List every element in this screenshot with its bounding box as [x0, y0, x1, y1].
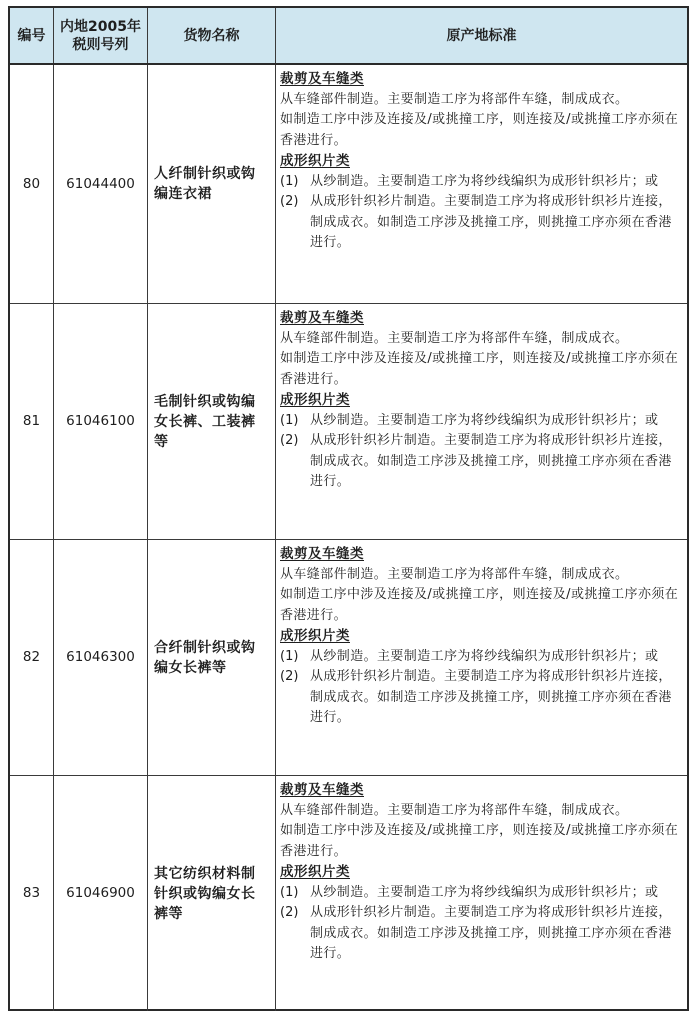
list-item — [280, 411, 683, 432]
row-goods-name: 毛制针织或钩编女长裤、工装裤等 — [148, 304, 276, 539]
item-text: 从纱制造。主要制造工序为将纱线编织为成形针织衫片；或 — [310, 412, 659, 428]
table-row — [10, 304, 687, 540]
item-text: 从成形针织衫片制造。主要制造工序为将成形针织衫片连接，制成成衣。如制造工序涉及挑撞工序，则挑撞工序亦须在香港进行。 — [310, 433, 672, 489]
row-origin-standard — [276, 776, 687, 1011]
item-number: (2) — [280, 194, 299, 209]
section-title-cut-sew: 裁剪及车缝类 — [280, 782, 364, 798]
row-goods-name: 人纤制针织或钩编连衣裙 — [148, 65, 276, 303]
row-tariff-code: 61046300 — [54, 540, 148, 775]
item-number: (1) — [280, 412, 299, 428]
row-origin-standard — [276, 304, 687, 539]
section-title-formed-knit: 成形织片类 — [280, 392, 350, 408]
item-number: (1) — [280, 173, 299, 189]
section-title-cut-sew: 裁剪及车缝类 — [280, 546, 364, 562]
item-number: (1) — [280, 884, 299, 900]
header-goods-name: 货物名称 — [148, 8, 276, 63]
row-tariff-code: 61046900 — [54, 776, 148, 1011]
row-goods-name: 其它纺织材料制针织或钩编女长裤等 — [148, 776, 276, 1011]
row-no: 81 — [10, 304, 54, 539]
item-number: (2) — [280, 433, 299, 448]
section-paragraph: 从车缝部件制造。主要制造工序为将部件车缝，制成成衣。 — [280, 566, 629, 582]
table-header — [10, 8, 687, 65]
item-text: 从纱制造。主要制造工序为将纱线编织为成形针织衫片；或 — [310, 648, 659, 664]
row-origin-standard — [276, 65, 687, 303]
item-text: 从成形针织衫片制造。主要制造工序为将成形针织衫片连接，制成成衣。如制造工序涉及挑撞工序，则挑撞工序亦须在香港进行。 — [310, 669, 672, 725]
item-number: (1) — [280, 648, 299, 664]
row-origin-standard — [276, 540, 687, 775]
header-origin-standard: 原产地标准 — [446, 27, 517, 44]
table-row — [10, 65, 687, 304]
table-row — [10, 540, 687, 776]
section-paragraph: 从车缝部件制造。主要制造工序为将部件车缝，制成成衣。 — [280, 330, 629, 346]
row-no: 82 — [10, 540, 54, 775]
item-text: 从纱制造。主要制造工序为将纱线编织为成形针织衫片；或 — [310, 884, 659, 900]
section-title-formed-knit: 成形织片类 — [280, 864, 350, 880]
list-item — [280, 883, 683, 904]
section-title-formed-knit: 成形织片类 — [280, 628, 350, 644]
item-text: 从成形针织衫片制造。主要制造工序为将成形针织衫片连接，制成成衣。如制造工序涉及挑撞工序，则挑撞工序亦须在香港进行。 — [310, 905, 672, 961]
header-no: 编号 — [10, 8, 54, 63]
item-text: 从纱制造。主要制造工序为将纱线编织为成形针织衫片；或 — [310, 173, 659, 189]
list-item — [280, 431, 683, 493]
item-text: 从成形针织衫片制造。主要制造工序为将成形针织衫片连接，制成成衣。如制造工序涉及挑撞工序，则挑撞工序亦须在香港进行。 — [310, 194, 672, 250]
row-no: 83 — [10, 776, 54, 1011]
row-tariff-code: 61046100 — [54, 304, 148, 539]
section-paragraph: 如制造工序中涉及连接及/或挑撞工序，则连接及/或挑撞工序亦须在香港进行。 — [280, 112, 679, 148]
list-item — [280, 172, 683, 193]
table-row — [10, 776, 687, 1011]
section-paragraph: 如制造工序中涉及连接及/或挑撞工序，则连接及/或挑撞工序亦须在香港进行。 — [280, 587, 679, 623]
list-item — [280, 667, 683, 729]
section-title-cut-sew: 裁剪及车缝类 — [280, 310, 364, 326]
list-item — [280, 903, 683, 965]
row-no: 80 — [10, 65, 54, 303]
origin-rules-table — [8, 6, 689, 1011]
list-item — [280, 647, 683, 668]
section-title-cut-sew: 裁剪及车缝类 — [280, 71, 364, 87]
item-number: (2) — [280, 669, 299, 684]
row-goods-name: 合纤制针织或钩编女长裤等 — [148, 540, 276, 775]
row-tariff-code: 61044400 — [54, 65, 148, 303]
section-paragraph: 从车缝部件制造。主要制造工序为将部件车缝，制成成衣。 — [280, 91, 629, 107]
item-number: (2) — [280, 905, 299, 920]
section-paragraph: 如制造工序中涉及连接及/或挑撞工序，则连接及/或挑撞工序亦须在香港进行。 — [280, 351, 679, 387]
section-paragraph: 如制造工序中涉及连接及/或挑撞工序，则连接及/或挑撞工序亦须在香港进行。 — [280, 823, 679, 859]
section-paragraph: 从车缝部件制造。主要制造工序为将部件车缝，制成成衣。 — [280, 802, 629, 818]
header-tariff-code: 内地2005年 税则号列 — [54, 8, 148, 63]
list-item — [280, 192, 683, 254]
section-title-formed-knit: 成形织片类 — [280, 153, 350, 169]
